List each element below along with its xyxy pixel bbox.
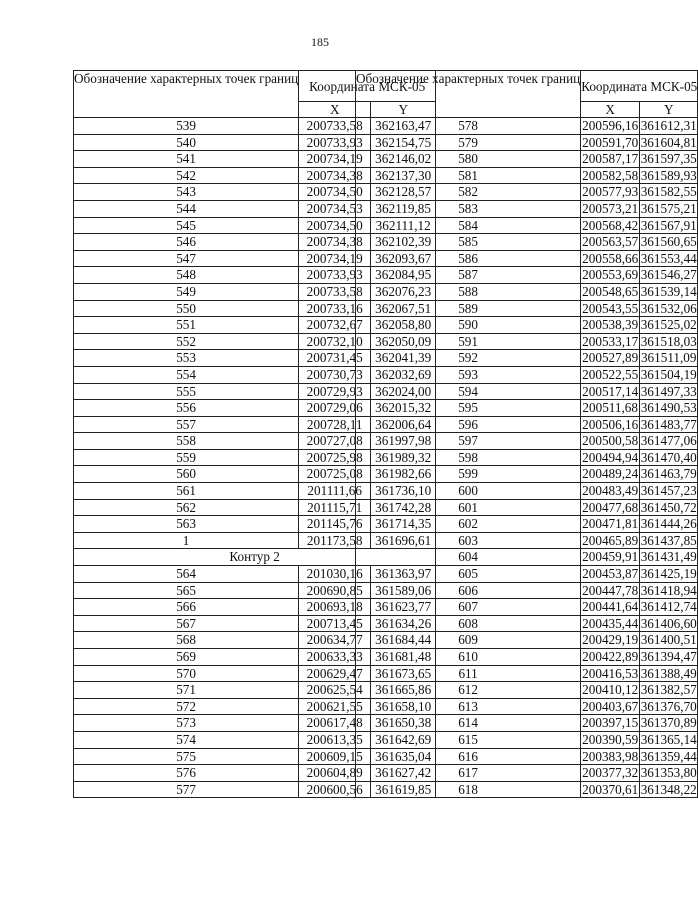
point-id-cell: 604 — [356, 549, 581, 566]
y-cell: 361539,14 — [640, 283, 697, 299]
point-id-cell: 566 — [74, 599, 299, 616]
y-cell: 361437,85 — [640, 532, 697, 548]
x-cell: 200734,38 — [299, 167, 371, 184]
point-id-cell: 581 — [356, 167, 581, 184]
x-cell: 200489,24 — [582, 466, 639, 482]
x-cell: 200613,35 — [299, 731, 371, 748]
point-id-cell: 545 — [74, 217, 299, 234]
point-id-cell: 577 — [74, 781, 299, 798]
point-id-cell: 596 — [356, 416, 581, 433]
y-cell: 361696,61 — [371, 532, 436, 549]
header-y: Y — [640, 102, 698, 118]
point-id-cell: 568 — [74, 632, 299, 649]
table-row — [356, 698, 698, 715]
point-id-cell: 603 — [356, 532, 581, 549]
point-id-cell: 1 — [74, 532, 299, 549]
x-cell: 200725,08 — [299, 466, 371, 483]
point-id-cell: 576 — [74, 765, 299, 782]
x-cell: 200733,93 — [299, 267, 371, 284]
x-cell: 200447,78 — [582, 582, 639, 598]
y-cell: 361658,10 — [371, 698, 436, 715]
point-id-cell: 541 — [74, 151, 299, 168]
table-row — [356, 499, 698, 516]
x-cell: 200453,87 — [582, 566, 639, 582]
x-cell: 200517,14 — [582, 383, 639, 399]
table-row — [356, 167, 698, 184]
table-row — [356, 715, 698, 732]
x-cell: 200477,68 — [582, 499, 639, 515]
x-cell: 200558,66 — [582, 250, 639, 266]
y-cell: 362076,23 — [371, 283, 436, 300]
y-cell: 361650,38 — [371, 715, 436, 732]
point-id-cell: 613 — [356, 698, 581, 715]
point-id-cell: 574 — [74, 731, 299, 748]
x-cell: 200733,58 — [299, 283, 371, 300]
point-id-cell: 548 — [74, 267, 299, 284]
table-row — [356, 118, 698, 135]
y-cell: 362163,47 — [371, 118, 436, 135]
x-cell: 200604,89 — [299, 765, 371, 782]
y-cell: 361497,33 — [640, 383, 697, 399]
y-cell: 361382,57 — [640, 682, 697, 698]
y-cell: 361363,97 — [371, 566, 436, 583]
table-row — [356, 466, 698, 483]
y-cell: 362093,67 — [371, 250, 436, 267]
y-cell: 361742,28 — [371, 499, 436, 516]
x-cell: 200533,17 — [582, 333, 639, 349]
x-cell: 200483,49 — [582, 483, 639, 499]
x-cell: 201115,71 — [299, 499, 371, 516]
x-cell: 200506,16 — [582, 416, 639, 432]
y-cell: 362084,95 — [371, 267, 436, 284]
x-cell: 200370,61 — [582, 781, 639, 797]
x-cell: 200629,47 — [299, 665, 371, 682]
point-id-cell: 594 — [356, 383, 581, 400]
table-row — [356, 549, 698, 566]
x-cell: 200690,85 — [299, 582, 371, 599]
table-row — [356, 433, 698, 450]
table-row — [356, 383, 698, 400]
header-y: Y — [371, 102, 436, 118]
y-cell: 362032,69 — [371, 366, 436, 383]
point-id-cell: 586 — [356, 250, 581, 267]
point-id-cell: 607 — [356, 599, 581, 616]
table-row — [356, 283, 698, 300]
point-id-cell: 609 — [356, 632, 581, 649]
x-cell: 200733,16 — [299, 300, 371, 317]
point-id-cell: 571 — [74, 682, 299, 699]
point-id-cell: 612 — [356, 682, 581, 699]
point-id-cell: 543 — [74, 184, 299, 201]
x-cell: 200587,17 — [582, 151, 639, 167]
y-cell: 362137,30 — [371, 167, 436, 184]
x-cell: 200582,58 — [582, 167, 639, 183]
y-cell: 361348,22 — [640, 781, 697, 797]
y-cell: 362154,75 — [371, 134, 436, 151]
y-cell: 362024,00 — [371, 383, 436, 400]
y-cell: 361673,65 — [371, 665, 436, 682]
table-row — [356, 649, 698, 666]
point-id-cell: 587 — [356, 267, 581, 284]
table-row — [356, 781, 698, 798]
point-id-cell: 544 — [74, 200, 299, 217]
x-cell: 200459,91 — [582, 549, 639, 565]
point-id-cell: 547 — [74, 250, 299, 267]
point-id-cell: 570 — [74, 665, 299, 682]
table-row — [356, 333, 698, 350]
table-row — [356, 250, 698, 267]
y-cell: 362050,09 — [371, 333, 436, 350]
point-id-cell: 563 — [74, 516, 299, 533]
y-cell: 361483,77 — [640, 416, 697, 432]
x-cell: 200494,94 — [582, 449, 639, 465]
y-cell: 361714,35 — [371, 516, 436, 533]
x-cell: 200734,19 — [299, 250, 371, 267]
x-cell: 200538,39 — [582, 317, 639, 333]
x-cell: 200625,54 — [299, 682, 371, 699]
table-row — [356, 267, 698, 284]
y-cell: 361665,86 — [371, 682, 436, 699]
y-cell: 361532,06 — [640, 300, 697, 316]
x-cell: 200609,15 — [299, 748, 371, 765]
header-coordinate: Координата МСК-05 — [299, 71, 436, 102]
point-id-cell: 591 — [356, 333, 581, 350]
point-id-cell: 598 — [356, 449, 581, 466]
x-cell: 200729,93 — [299, 383, 371, 400]
x-cell: 200548,65 — [582, 283, 639, 299]
y-cell: 361425,19 — [640, 566, 697, 582]
y-cell: 361612,31 — [640, 118, 697, 133]
y-cell: 361604,81 — [640, 134, 697, 150]
table-row — [356, 599, 698, 616]
x-cell: 200727,08 — [299, 433, 371, 450]
y-cell: 361560,65 — [640, 234, 697, 250]
y-cell: 361490,53 — [640, 400, 697, 416]
point-id-cell: 578 — [356, 118, 581, 135]
point-id-cell: 572 — [74, 698, 299, 715]
y-cell: 361623,77 — [371, 599, 436, 616]
contour-label: Контур 2 — [74, 549, 436, 566]
x-cell: 200568,42 — [582, 217, 639, 233]
y-cell: 361450,72 — [640, 499, 697, 515]
y-cell: 362015,32 — [371, 400, 436, 417]
y-cell: 361989,32 — [371, 449, 436, 466]
point-id-cell: 561 — [74, 483, 299, 500]
point-id-cell: 601 — [356, 499, 581, 516]
y-cell: 361477,06 — [640, 433, 697, 449]
y-cell: 361431,49 — [640, 549, 697, 565]
table-row — [356, 632, 698, 649]
table-row — [356, 682, 698, 699]
y-cell: 361470,40 — [640, 449, 697, 465]
x-cell: 200733,58 — [299, 118, 371, 135]
table-row — [356, 300, 698, 317]
table-row — [356, 449, 698, 466]
point-id-cell: 558 — [74, 433, 299, 450]
y-cell: 361518,03 — [640, 333, 697, 349]
point-id-cell: 615 — [356, 731, 581, 748]
point-id-cell: 611 — [356, 665, 581, 682]
x-cell: 200422,89 — [582, 649, 639, 664]
point-id-cell: 569 — [74, 649, 299, 666]
y-cell: 362119,85 — [371, 200, 436, 217]
x-cell: 200471,81 — [582, 516, 639, 532]
point-id-cell: 595 — [356, 400, 581, 417]
x-cell: 200634,77 — [299, 632, 371, 649]
x-cell: 200725,98 — [299, 449, 371, 466]
point-id-cell: 553 — [74, 350, 299, 367]
y-cell: 361370,89 — [640, 715, 697, 731]
point-id-cell: 582 — [356, 184, 581, 201]
table-row — [356, 416, 698, 433]
x-cell: 200377,32 — [582, 765, 639, 781]
table-row — [356, 731, 698, 748]
x-cell: 200410,12 — [582, 682, 639, 698]
point-id-cell: 608 — [356, 615, 581, 632]
x-cell: 200522,55 — [582, 366, 639, 382]
x-cell: 200734,38 — [299, 234, 371, 251]
point-id-cell: 560 — [74, 466, 299, 483]
table-row — [356, 665, 698, 682]
point-id-cell: 590 — [356, 317, 581, 334]
x-cell: 200563,57 — [582, 234, 639, 250]
y-cell: 362128,57 — [371, 184, 436, 201]
table-row — [356, 184, 698, 201]
header-point-id: Обозначение характерных точек границ — [74, 71, 299, 118]
point-id-cell: 599 — [356, 466, 581, 483]
point-id-cell: 605 — [356, 566, 581, 583]
point-id-cell: 588 — [356, 283, 581, 300]
point-id-cell: 567 — [74, 615, 299, 632]
table-row — [356, 217, 698, 234]
y-cell: 362146,02 — [371, 151, 436, 168]
x-cell: 201030,16 — [299, 566, 371, 583]
y-cell: 361365,14 — [640, 731, 697, 747]
header-coordinate: Координата МСК-05 — [581, 71, 698, 102]
header-point-id: Обозначение характерных точек границ — [356, 71, 581, 118]
point-id-cell: 539 — [74, 118, 299, 135]
x-cell: 200403,67 — [582, 698, 639, 714]
y-cell: 361353,80 — [640, 765, 697, 781]
x-cell: 200527,89 — [582, 350, 639, 366]
table-row — [356, 615, 698, 632]
y-cell: 361997,98 — [371, 433, 436, 450]
y-cell: 361642,69 — [371, 731, 436, 748]
y-cell: 361406,60 — [640, 615, 697, 631]
x-cell: 200435,44 — [582, 615, 639, 631]
x-cell: 200733,93 — [299, 134, 371, 151]
point-id-cell: 556 — [74, 400, 299, 417]
y-cell: 361634,26 — [371, 615, 436, 632]
x-cell: 200429,19 — [582, 632, 639, 648]
table-row — [356, 134, 698, 151]
table-row — [356, 317, 698, 334]
y-cell: 361525,02 — [640, 317, 697, 333]
y-cell: 361463,79 — [640, 466, 697, 482]
x-cell: 200383,98 — [582, 748, 639, 764]
y-cell: 361359,44 — [640, 748, 697, 764]
y-cell: 361582,55 — [640, 184, 697, 200]
x-cell: 200553,69 — [582, 267, 639, 283]
point-id-cell: 554 — [74, 366, 299, 383]
x-cell: 201145,76 — [299, 516, 371, 533]
point-id-cell: 562 — [74, 499, 299, 516]
y-cell: 361589,06 — [371, 582, 436, 599]
point-id-cell: 592 — [356, 350, 581, 367]
y-cell: 361511,09 — [640, 350, 697, 366]
x-cell: 200730,73 — [299, 366, 371, 383]
point-id-cell: 584 — [356, 217, 581, 234]
point-id-cell: 618 — [356, 781, 581, 798]
point-id-cell: 542 — [74, 167, 299, 184]
x-cell: 200511,68 — [582, 400, 638, 416]
x-cell: 200596,16 — [582, 118, 639, 133]
x-cell: 200543,55 — [582, 300, 639, 316]
point-id-cell: 602 — [356, 516, 581, 533]
point-id-cell: 579 — [356, 134, 581, 151]
point-id-cell: 552 — [74, 333, 299, 350]
y-cell: 361982,66 — [371, 466, 436, 483]
y-cell: 361597,35 — [640, 151, 697, 167]
table-row — [356, 366, 698, 383]
table-row — [356, 516, 698, 533]
x-cell: 200734,50 — [299, 217, 371, 234]
point-id-cell: 550 — [74, 300, 299, 317]
point-id-cell: 557 — [74, 416, 299, 433]
y-cell: 361444,26 — [640, 516, 697, 532]
y-cell: 361394,47 — [640, 649, 697, 664]
x-cell: 200734,19 — [299, 151, 371, 168]
x-cell: 200728,11 — [299, 416, 371, 433]
point-id-cell: 606 — [356, 582, 581, 599]
point-id-cell: 555 — [74, 383, 299, 400]
x-cell: 200577,93 — [582, 184, 639, 200]
point-id-cell: 580 — [356, 151, 581, 168]
x-cell: 200500,58 — [582, 433, 639, 449]
point-id-cell: 540 — [74, 134, 299, 151]
table-row — [356, 400, 698, 417]
page-number: 185 — [311, 35, 329, 49]
y-cell: 362041,39 — [371, 350, 436, 367]
x-cell: 200732,10 — [299, 333, 371, 350]
table-row — [356, 234, 698, 251]
y-cell: 362067,51 — [371, 300, 436, 317]
point-id-cell: 585 — [356, 234, 581, 251]
point-id-cell: 546 — [74, 234, 299, 251]
point-id-cell: 589 — [356, 300, 581, 317]
table-row — [356, 532, 698, 549]
table-row — [356, 483, 698, 500]
point-id-cell: 610 — [356, 649, 581, 666]
header-x: X — [581, 102, 640, 118]
x-cell: 200397,15 — [582, 715, 639, 731]
x-cell: 200621,55 — [299, 698, 371, 715]
y-cell: 361567,91 — [640, 217, 697, 233]
point-id-cell: 616 — [356, 748, 581, 765]
point-id-cell: 597 — [356, 433, 581, 450]
table-row — [356, 765, 698, 782]
x-cell: 200731,45 — [299, 350, 371, 367]
x-cell: 200591,70 — [582, 134, 639, 150]
x-cell: 200729,06 — [299, 400, 371, 417]
x-cell: 200465,89 — [582, 532, 639, 548]
x-cell: 200390,59 — [582, 731, 639, 747]
y-cell: 362006,64 — [371, 416, 436, 433]
table-row — [356, 151, 698, 168]
table-row — [356, 566, 698, 583]
header-x: X — [299, 102, 371, 118]
point-id-cell: 551 — [74, 317, 299, 334]
y-cell: 362058,80 — [371, 317, 436, 334]
y-cell: 361553,44 — [640, 250, 697, 266]
y-cell: 361575,21 — [640, 200, 697, 216]
point-id-cell: 617 — [356, 765, 581, 782]
y-cell: 361546,27 — [640, 267, 697, 283]
x-cell: 201173,58 — [299, 532, 371, 549]
x-cell: 200416,53 — [582, 665, 639, 681]
x-cell: 200734,50 — [299, 184, 371, 201]
point-id-cell: 575 — [74, 748, 299, 765]
x-cell: 200617,48 — [299, 715, 371, 732]
y-cell: 361627,42 — [371, 765, 436, 782]
point-id-cell: 565 — [74, 582, 299, 599]
x-cell: 200441,64 — [582, 599, 639, 615]
x-cell: 200693,18 — [299, 599, 371, 616]
point-id-cell: 614 — [356, 715, 581, 732]
x-cell: 200734,53 — [299, 200, 371, 217]
table-row — [356, 350, 698, 367]
y-cell: 361619,85 — [371, 781, 436, 798]
table-row — [356, 200, 698, 217]
table-row — [356, 582, 698, 599]
point-id-cell: 573 — [74, 715, 299, 732]
point-id-cell: 593 — [356, 366, 581, 383]
y-cell: 361589,93 — [640, 167, 697, 183]
y-cell: 361736,10 — [371, 483, 436, 500]
x-cell: 201111,66 — [299, 483, 371, 500]
y-cell: 361418,94 — [640, 582, 697, 598]
point-id-cell: 549 — [74, 283, 299, 300]
x-cell: 200600,56 — [299, 781, 371, 798]
y-cell: 362111,12 — [371, 217, 436, 234]
y-cell: 362102,39 — [371, 234, 436, 251]
y-cell: 361504,19 — [640, 366, 697, 382]
y-cell: 361412,74 — [640, 599, 697, 615]
x-cell: 200633,33 — [299, 649, 371, 666]
y-cell: 361684,44 — [371, 632, 436, 649]
point-id-cell: 559 — [74, 449, 299, 466]
y-cell: 361635,04 — [371, 748, 436, 765]
table-row — [356, 748, 698, 765]
point-id-cell: 600 — [356, 483, 581, 500]
y-cell: 361457,23 — [640, 483, 697, 499]
y-cell: 361400,51 — [640, 632, 697, 648]
point-id-cell: 583 — [356, 200, 581, 217]
y-cell: 361376,70 — [640, 698, 697, 714]
y-cell: 361681,48 — [371, 649, 436, 666]
x-cell: 200713,45 — [299, 615, 371, 632]
x-cell: 200573,21 — [582, 200, 639, 216]
x-cell: 200732,67 — [299, 317, 371, 334]
coordinates-table-right — [355, 70, 698, 798]
point-id-cell: 564 — [74, 566, 299, 583]
y-cell: 361388,49 — [640, 665, 697, 681]
